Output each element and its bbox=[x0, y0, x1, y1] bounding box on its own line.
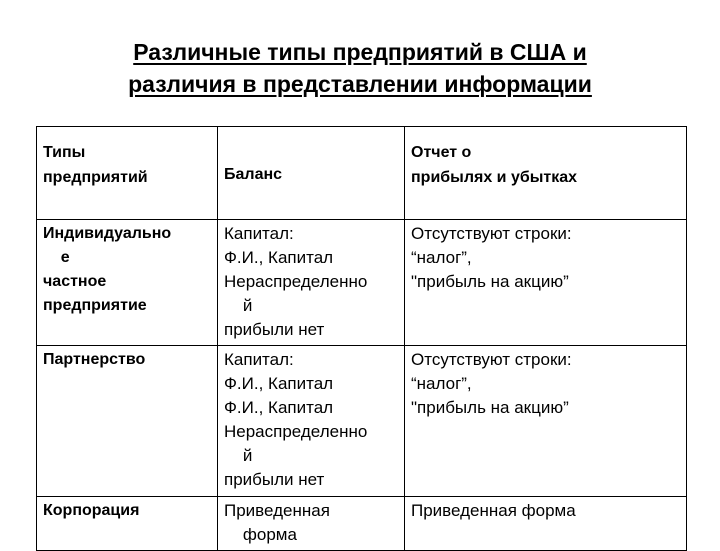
cell-enterprise-type: Партнерство bbox=[37, 346, 218, 497]
table-header-row bbox=[37, 127, 687, 220]
header-cell-balance: Баланс bbox=[218, 127, 405, 220]
cell-enterprise-type: Корпорация bbox=[37, 497, 218, 551]
cell-report: Отсутствуют строки: “налог”, "прибыль на акцию” bbox=[405, 346, 687, 497]
cell-balance: Приведенная форма bbox=[218, 497, 405, 551]
cell-report: Приведенная форма bbox=[405, 497, 687, 551]
comparison-table bbox=[36, 126, 687, 551]
header-cell-report: Отчет о прибылях и убытках bbox=[405, 127, 687, 220]
table-row bbox=[37, 497, 687, 551]
slide-title-line-1: Различные типы предприятий в США и bbox=[133, 39, 587, 65]
table-row bbox=[37, 346, 687, 497]
cell-enterprise-type: Индивидуально е частное предприятие bbox=[37, 220, 218, 346]
cell-balance: Капитал: Ф.И., Капитал Нераспределенно й прибыли нет bbox=[218, 220, 405, 346]
header-cell-types: Типы предприятий bbox=[37, 127, 218, 220]
slide-title bbox=[0, 36, 720, 100]
cell-balance: Капитал: Ф.И., Капитал Ф.И., Капитал Нераспределенно й прибыли нет bbox=[218, 346, 405, 497]
cell-report: Отсутствуют строки: “налог”, "прибыль на акцию” bbox=[405, 220, 687, 346]
slide-title-line-2: различия в представлении информации bbox=[128, 71, 592, 97]
table-row bbox=[37, 220, 687, 346]
